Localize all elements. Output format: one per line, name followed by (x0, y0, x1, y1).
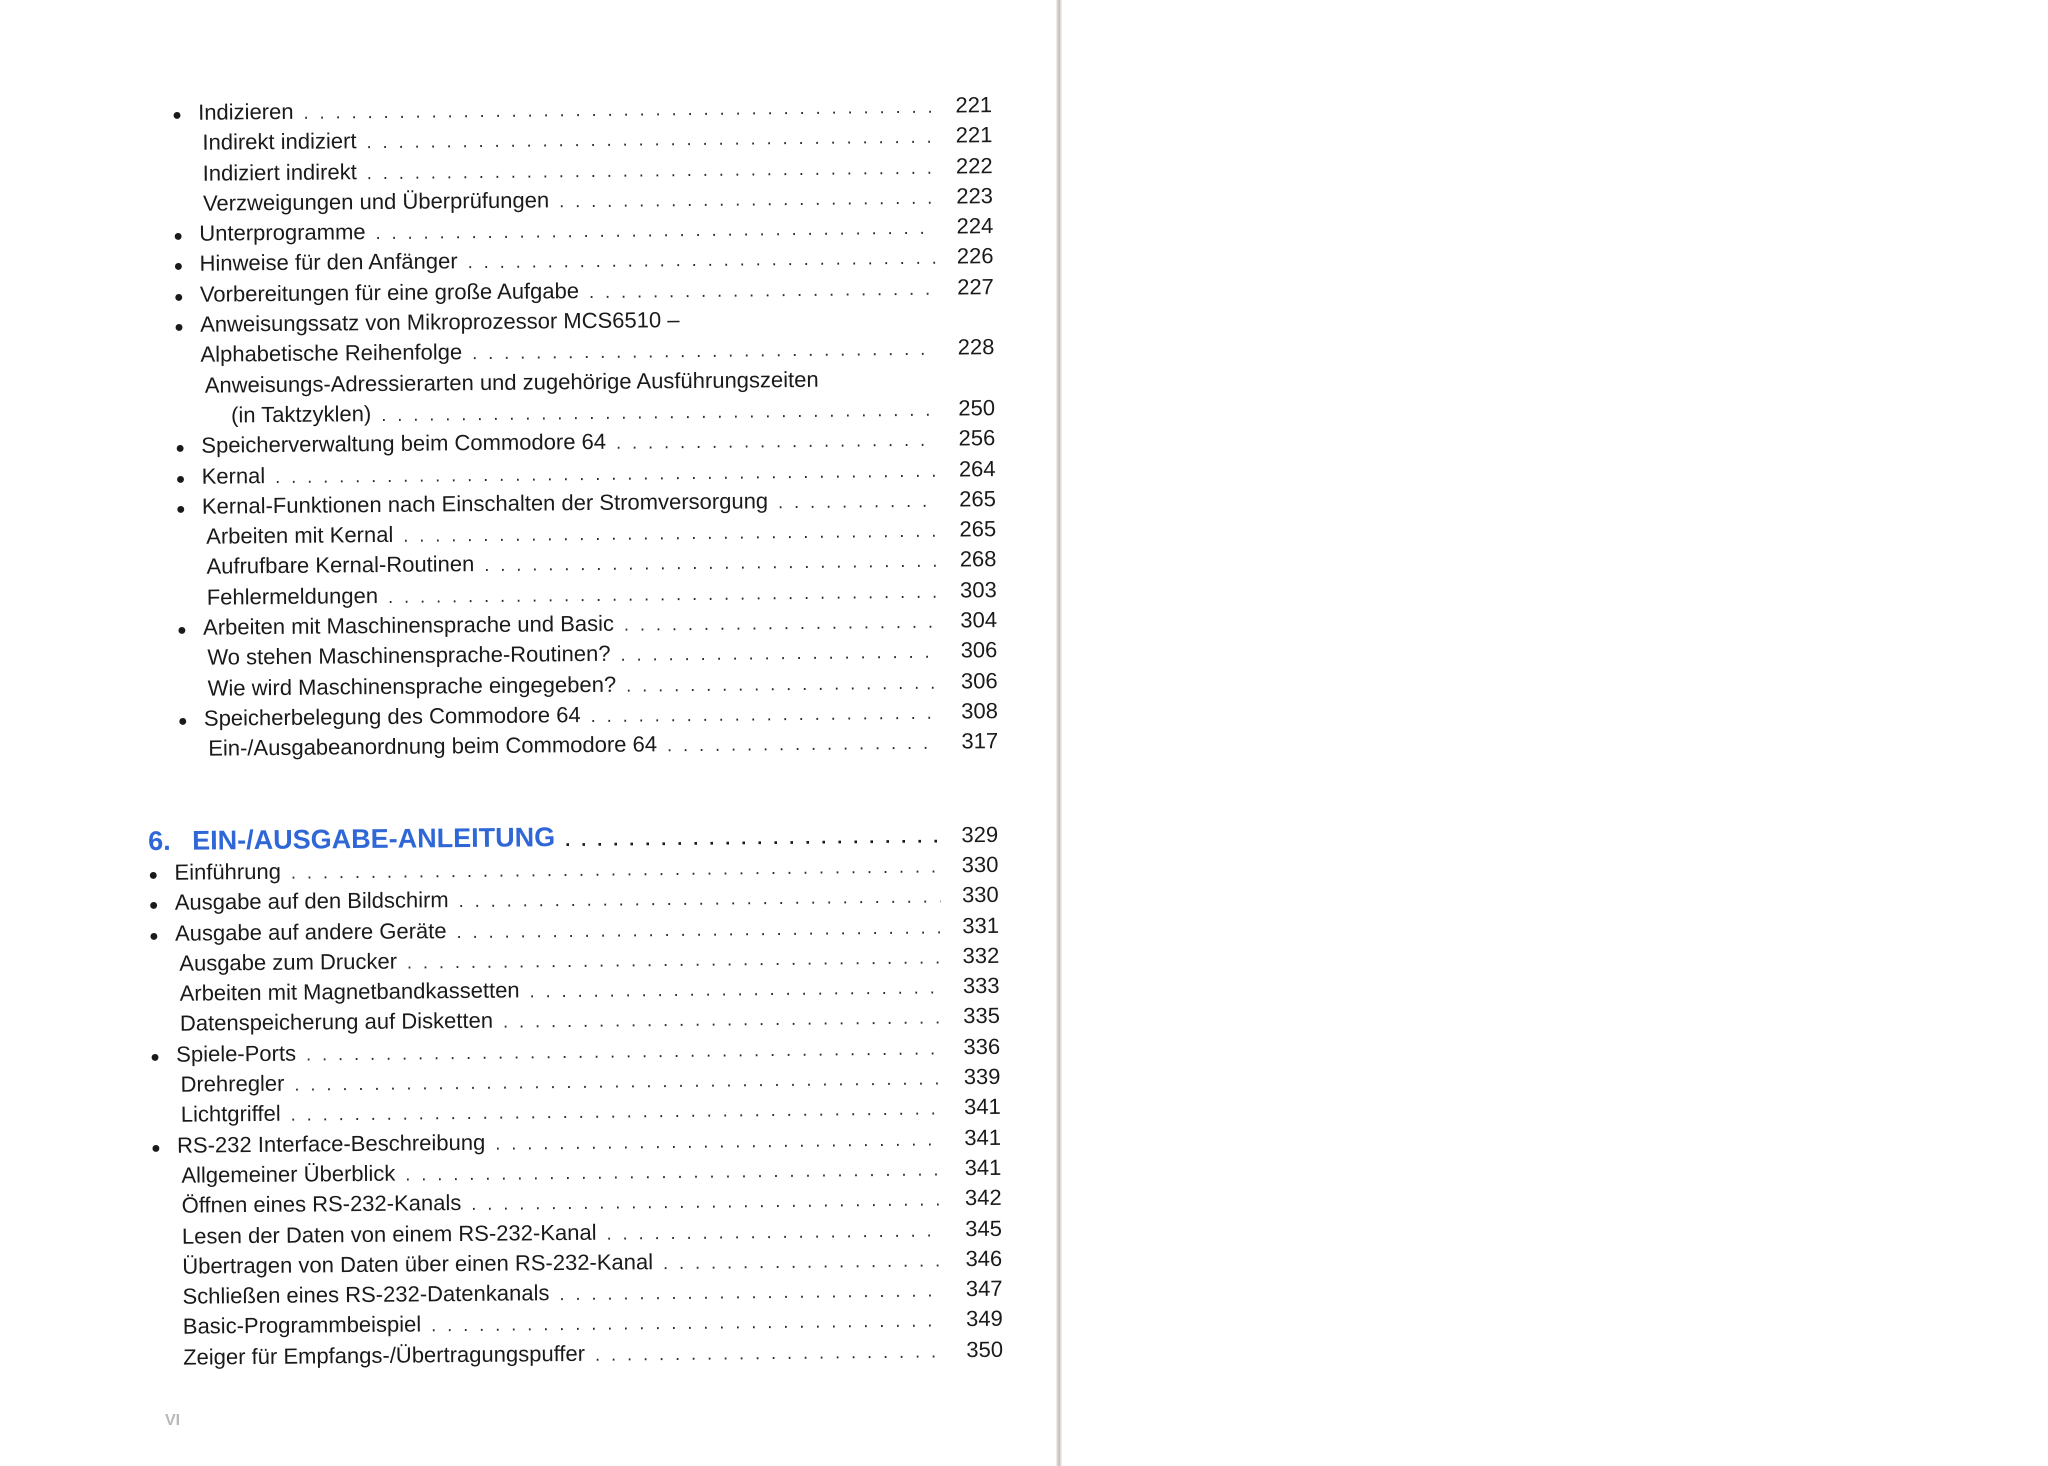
entry-title: Anweisungs-Adressierarten und zugehörige Ausführungszeiten (204, 366, 819, 398)
chapter-number: 6. (148, 825, 171, 856)
entry-title: Speicherbelegung des Commodore 64 (203, 702, 581, 731)
entry-page-number: 223 (956, 183, 994, 209)
entry-title: Wie wird Maschinensprache eingegeben? (207, 671, 617, 701)
entry-page-number: 336 (963, 1033, 1001, 1059)
entry-page-number: 317 (961, 728, 999, 754)
leader-dots (778, 486, 938, 518)
entry-page-number: 345 (965, 1215, 1003, 1241)
leader-dots (484, 546, 938, 581)
bullet-icon: ● (148, 897, 159, 915)
toc-entry[interactable] (178, 726, 998, 764)
bullet-icon: ● (150, 1048, 160, 1066)
bullet-icon: ● (177, 712, 188, 730)
entry-title: Indizieren (198, 98, 294, 125)
leader-dots (595, 1336, 945, 1370)
entry-page-number: 341 (964, 1154, 1002, 1181)
entry-title: Kernal (201, 462, 266, 489)
leader-dots (616, 425, 938, 458)
entry-page-number: 228 (957, 334, 995, 360)
entry-page-number: 227 (957, 273, 994, 300)
entry-title: Kernal-Funktionen nach Einschalten der Stromversorgung (201, 488, 769, 519)
entry-title: Ausgabe auf den Bildschirm (174, 887, 449, 916)
bullet-icon: ● (173, 288, 184, 306)
leader-dots (624, 607, 939, 640)
leader-dots (559, 183, 935, 217)
entry-page-number: 333 (962, 973, 1000, 999)
page-number-left: VI (165, 1412, 181, 1429)
entry-page-number: 341 (963, 1094, 1001, 1120)
entry-title: Allgemeiner Überblick (181, 1160, 396, 1188)
chapter-title: EIN-/AUSGABE-ANLEITUNG (192, 822, 556, 856)
bullet-icon: ● (175, 500, 186, 518)
entry-title: Spiele-Ports (176, 1040, 297, 1067)
leader-dots (529, 973, 941, 1007)
entry-page-number: 335 (963, 1003, 1001, 1029)
bullet-icon: ● (173, 228, 184, 246)
entry-page-number: 265 (959, 516, 997, 542)
entry-page-number: 331 (962, 912, 1000, 938)
entry-page-number: 347 (965, 1275, 1003, 1302)
entry-title: Anweisungssatz von Mikroprozessor MCS6510 – (200, 307, 680, 337)
entry-page-number: 264 (958, 455, 996, 482)
toc-entry[interactable] (174, 272, 994, 310)
entry-title: Arbeiten mit Maschinensprache und Basic (202, 610, 615, 640)
entry-title: Schließen eines RS-232-Datenkanals (182, 1280, 550, 1309)
toc-entry[interactable] (174, 332, 994, 370)
leader-dots (626, 667, 940, 700)
right-page (1062, 0, 2048, 1466)
leader-dots (589, 273, 936, 307)
leader-dots (590, 698, 940, 732)
entry-page-number: 350 (966, 1336, 1004, 1362)
bullet-icon: ● (148, 927, 159, 945)
entry-title: Übertragen von Daten über einen RS-232-Kanal (182, 1249, 654, 1279)
entry-title: Alphabetische Reihenfolge (200, 339, 463, 368)
entry-page-number: 250 (958, 395, 996, 421)
entry-page-number: 224 (956, 213, 994, 239)
bullet-icon: ● (177, 621, 187, 640)
entry-page-number: 342 (964, 1185, 1002, 1211)
entry-page-number: 332 (962, 942, 1000, 969)
leader-dots (667, 728, 940, 761)
bullet-icon: ● (173, 258, 184, 276)
entry-page-number: 221 (955, 92, 993, 118)
entry-page-number: 308 (961, 698, 999, 724)
leader-dots (495, 1124, 943, 1159)
entry-title: Hinweise für den Anfänger (199, 248, 458, 277)
leader-dots (559, 1276, 944, 1310)
entry-title: RS-232 Interface-Beschreibung (176, 1129, 486, 1158)
entry-title: Speicherverwaltung beim Commodore 64 (201, 429, 607, 458)
entry-page-number: 265 (959, 485, 997, 512)
leader-dots (663, 1245, 944, 1278)
bullet-icon: ● (175, 470, 186, 488)
entry-title: Lichtgriffel (180, 1101, 281, 1128)
bullet-icon: ● (175, 440, 186, 458)
entry-page-number: 226 (956, 243, 994, 269)
leader-dots (606, 1215, 944, 1249)
leader-dots (431, 1306, 945, 1341)
entry-title: Ausgabe zum Drucker (179, 948, 398, 976)
entry-title: (in Taktzyklen) (230, 401, 372, 428)
bullet-icon: ● (172, 106, 182, 124)
entry-title: Indiziert indirekt (202, 158, 357, 186)
entry-page-number: 222 (955, 152, 993, 179)
entry-page-number: 304 (960, 607, 998, 633)
entry-title: Einführung (174, 858, 282, 885)
chapter-6-toc (148, 816, 1003, 1373)
entry-page-number: 268 (959, 546, 997, 572)
entry-page-number: 306 (960, 637, 998, 663)
leader-dots (459, 882, 941, 917)
leader-dots (468, 243, 936, 278)
entry-title: Arbeiten mit Magnetbandkassetten (179, 977, 520, 1006)
bullet-icon: ● (148, 866, 159, 884)
bullet-icon: ● (151, 1139, 161, 1157)
entry-title: Basic-Programmbeispiel (182, 1311, 422, 1340)
entry-title: Öffnen eines RS-232-Kanals (181, 1190, 462, 1218)
bullet-icon: ● (174, 318, 184, 337)
entry-title: Verzweigungen und Überprüfungen (202, 187, 550, 216)
entry-title: Unterprogramme (199, 219, 366, 246)
entry-title: Zeiger für Empfangs-/Übertragungspuffer (182, 1340, 586, 1370)
entry-title: Arbeiten mit Kernal (206, 522, 394, 549)
entry-title: Ein-/Ausgabeanordnung beim Commodore 64 (208, 731, 658, 761)
entry-page-number: 306 (960, 667, 998, 694)
entry-title: Drehregler (180, 1070, 285, 1097)
leader-dots (471, 1185, 944, 1220)
entry-page-number: 330 (961, 882, 999, 908)
chapter-6-entries (148, 850, 1003, 1373)
entry-title: Datenspeicherung auf Disketten (179, 1008, 494, 1037)
entry-title: Fehlermeldungen (206, 582, 379, 610)
leader-dots (503, 1003, 942, 1038)
entry-title: Wo stehen Maschinensprache-Routinen? (207, 641, 611, 671)
entry-page-number: 330 (961, 851, 999, 878)
entry-title: Ausgabe auf andere Geräte (174, 917, 447, 946)
entry-page-number: 221 (955, 122, 993, 148)
entry-page-number: 256 (958, 425, 996, 451)
leader-dots (472, 334, 937, 369)
leader-dots (620, 637, 939, 670)
entry-page-number: 303 (959, 576, 997, 603)
entry-page-number: 349 (965, 1306, 1003, 1332)
leader-dots (456, 912, 941, 947)
entry-title: Aufrufbare Kernal-Routinen (206, 551, 475, 580)
entry-page-number: 346 (965, 1245, 1003, 1272)
left-toc-list (172, 90, 998, 764)
chapter-page: 329 (961, 821, 999, 848)
entry-page-number: 339 (963, 1063, 1001, 1090)
entry-title: Lesen der Daten von einem RS-232-Kanal (181, 1219, 597, 1249)
entry-title: Indirekt indiziert (202, 128, 357, 156)
entry-title: Vorbereitungen für eine große Aufgabe (199, 277, 580, 307)
entry-page-number: 341 (964, 1124, 1002, 1150)
